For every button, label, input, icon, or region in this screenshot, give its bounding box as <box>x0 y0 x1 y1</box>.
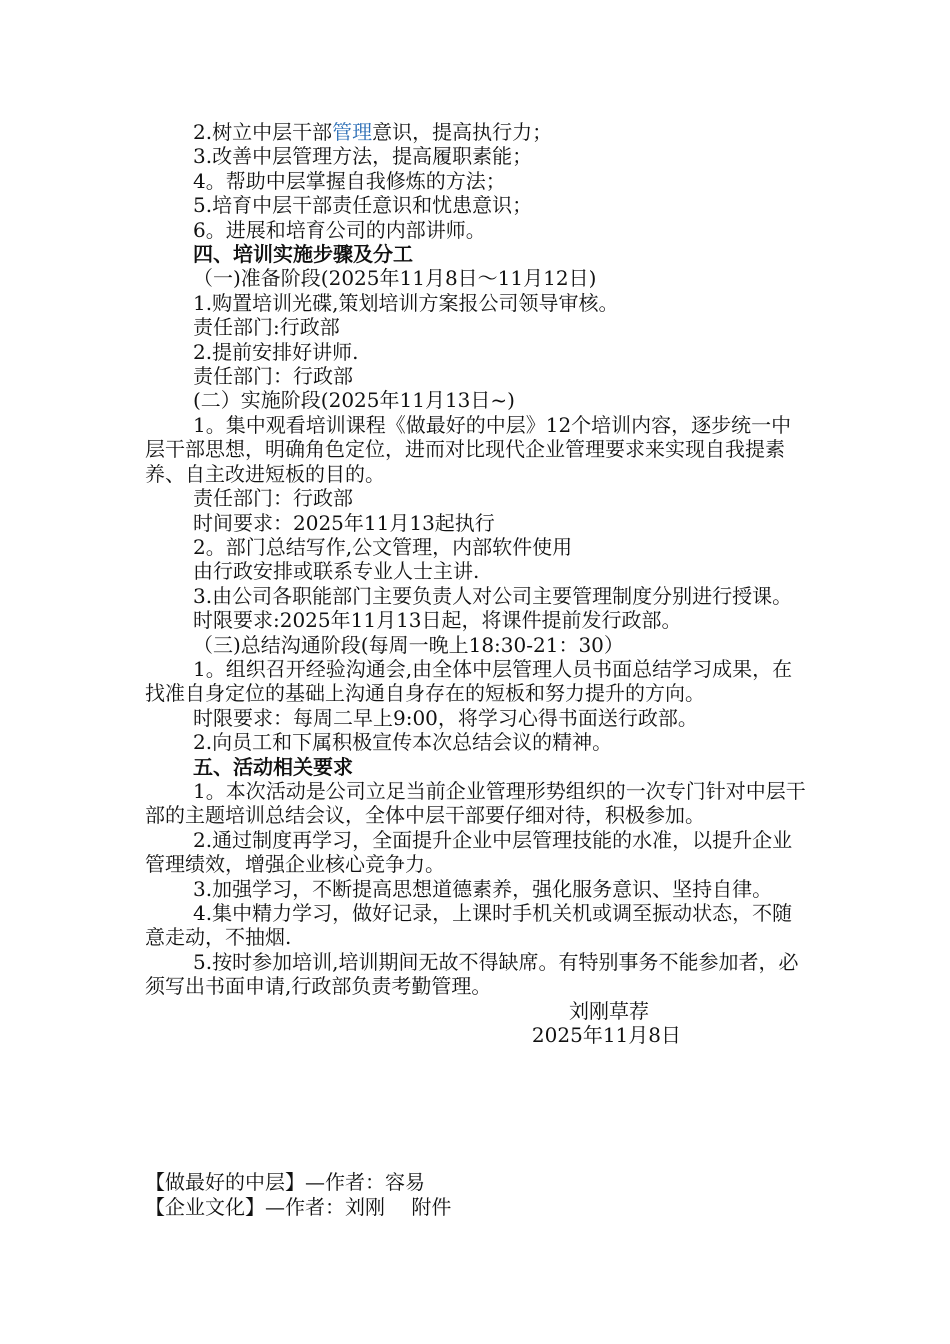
requirement-item-3: 3.加强学习，不断提高思想道德素养，强化服务意识、坚持自律。 <box>193 876 773 901</box>
footer-reference-1: 【做最好的中层】—作者：容易 <box>145 1170 425 1194</box>
goal-line-4: 4。帮助中层掌握自我修炼的方法； <box>193 168 506 193</box>
stage-3-time-1: 时限要求：每周二早上9:00，将学习心得书面送行政部。 <box>193 705 698 730</box>
management-link[interactable]: 管理 <box>332 120 373 144</box>
stage-2-item-2: 2。部门总结写作,公文管理，内部软件使用 <box>193 534 573 559</box>
stage-2-item-1: 1。集中观看培训课程《做最好的中层》12个培训内容，逐步统一中层干部思想，明确角色定位，进而对比现代企业管理要求来实现自我提素养、自主改进短板的目的。 <box>145 412 792 486</box>
goal-line-5: 5.培育中层干部责任意识和忧患意识； <box>193 193 533 218</box>
stage-2-time-3: 时限要求:2025年11月13日起，将课件提前发行政部。 <box>193 608 682 633</box>
stage-1-resp-1: 责任部门:行政部 <box>193 315 340 340</box>
stage-2-item-3: 3.由公司各职能部门主要负责人对公司主要管理制度分别进行授课。 <box>193 583 793 608</box>
stage-1-item-1: 1.购置培训光碟,策划培训方案报公司领导审核。 <box>193 290 619 315</box>
goal-line-2-post: 意识，提高执行力； <box>372 120 553 144</box>
stage-2-title: (二）实施阶段(2025年11月13日~) <box>193 388 515 413</box>
section-5-heading: 五、活动相关要求 <box>193 754 353 779</box>
requirement-item-1: 1。本次活动是公司立足当前企业管理形势组织的一次专门针对中层干部的主题培训总结会议，全体中层干部要仔细对待，积极参加。 <box>145 778 806 828</box>
stage-3-item-2: 2.向员工和下属积极宣传本次总结会议的精神。 <box>193 730 613 755</box>
section-4-heading: 四、培训实施步骤及分工 <box>193 242 413 267</box>
stage-1-item-2: 2.提前安排好讲师. <box>193 339 359 364</box>
stage-3-item-1: 1。组织召开经验沟通会,由全体中层管理人员书面总结学习成果，在找准自身定位的基础上沟通自身存在的短板和努力提升的方向。 <box>145 656 793 706</box>
requirement-item-5: 5.按时参加培训,培训期间无故不得缺席。有特别事务不能参加者，必须写出书面申请,行政部负责考勤管理。 <box>145 949 799 999</box>
stage-2-time-1: 时间要求：2025年11月13起执行 <box>193 510 495 535</box>
document-body <box>145 120 809 1047</box>
goal-line-2 <box>145 120 809 144</box>
stage-1-resp-2: 责任部门：行政部 <box>193 364 353 389</box>
goal-line-3: 3.改善中层管理方法，提高履职素能； <box>193 144 533 169</box>
goal-line-2-pre: 2.树立中层干部 <box>193 120 333 144</box>
requirement-item-4: 4.集中精力学习，做好记录，上课时手机关机或调至振动状态，不随意走动，不抽烟. <box>145 901 793 950</box>
requirement-item-2: 2.通过制度再学习，全面提升企业中层管理技能的水准，以提升企业管理绩效，增强企业核心竞争力。 <box>145 827 793 877</box>
stage-2-item-2b: 由行政安排或联系专业人士主讲. <box>193 559 480 584</box>
footer-reference-2: 【企业文化】—作者：刘刚 附件 <box>145 1195 452 1219</box>
signature-date: 2025年11月8日 <box>531 1023 681 1048</box>
goal-line-6: 6。进展和培育公司的内部讲师。 <box>193 217 486 242</box>
signature-author: 刘刚草荐 <box>569 998 649 1023</box>
stage-3-title: （三)总结沟通阶段(每周一晚上18:30-21：30） <box>193 632 624 657</box>
stage-1-title: （一)准备阶段(2025年11月8日～11月12日) <box>193 266 597 291</box>
stage-2-resp-1: 责任部门：行政部 <box>193 486 353 511</box>
